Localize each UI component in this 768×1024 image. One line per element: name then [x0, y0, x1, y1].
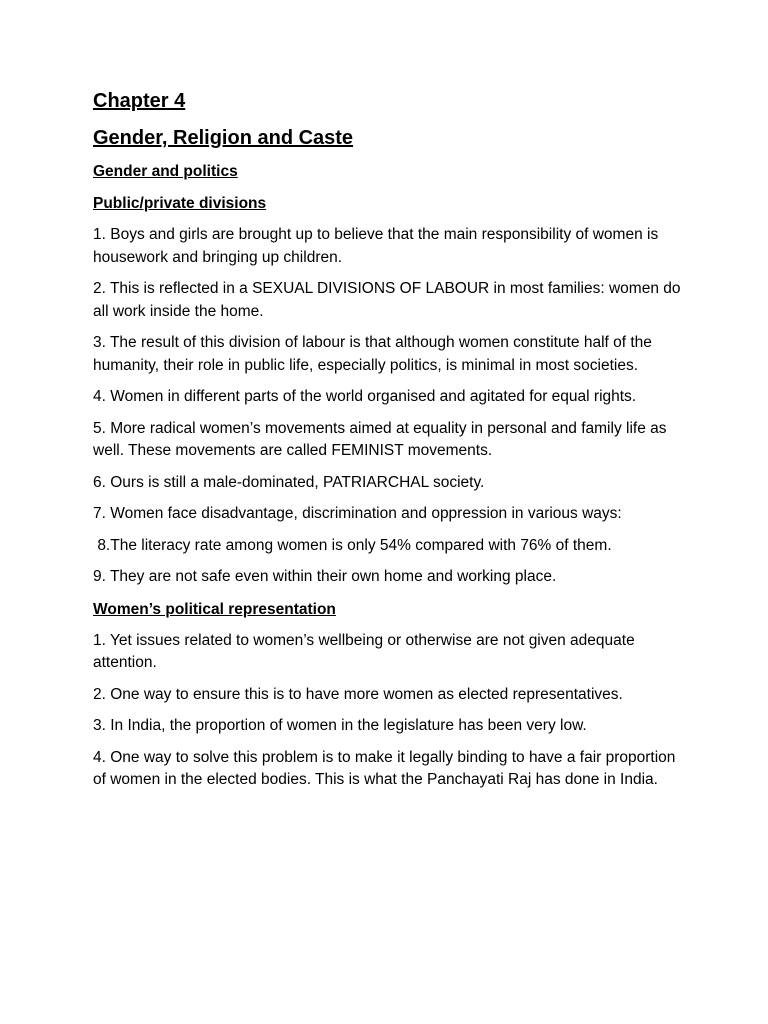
section-heading-gender-politics: Gender and politics	[93, 163, 238, 180]
subsection-heading-public-private: Public/private divisions	[93, 195, 267, 212]
list-item: 8.The literacy rate among women is only 54% compared with 76% of them.	[93, 536, 612, 554]
list-item: 9. They are not safe even within their own home and working place.	[93, 568, 557, 585]
list-item: 7. Women face disadvantage, discrimination and oppression in various ways:	[93, 505, 622, 522]
list-item: 3. The result of this division of labour is that although women constitute half of the humanity, their role in public life, especially politics, is minimal in most societies.	[93, 334, 652, 374]
document-page	[93, 88, 683, 801]
list-item: 5. More radical women’s movements aimed at equality in personal and family life as well. These movements are called FEMINIST movements.	[93, 419, 667, 459]
list-item: 1. Boys and girls are brought up to believe that the main responsibility of women is housework and bringing up children.	[93, 226, 659, 266]
list-item: 3. In India, the proportion of women in the legislature has been very low.	[93, 717, 587, 734]
page-title: Gender, Religion and Caste	[93, 127, 354, 149]
list-item: 2. One way to ensure this is to have more women as elected representatives.	[93, 685, 623, 703]
list-item: 6. Ours is still a male-dominated, PATRIARCHAL society.	[93, 473, 485, 491]
list-item: 4. Women in different parts of the world organised and agitated for equal rights.	[93, 388, 637, 405]
section-heading-political-representation: Women’s political representation	[93, 600, 336, 618]
list-item: 1. Yet issues related to women’s wellbeing or otherwise are not given adequate attention.	[93, 631, 635, 671]
list-item: 4. One way to solve this problem is to make it legally binding to have a fair proportion of women in the elected bodies. This is what the Panchayati Raj has done in India.	[93, 748, 676, 788]
list-item: 2. This is reflected in a SEXUAL DIVISIONS OF LABOUR in most families: women do all work inside the home.	[93, 280, 681, 320]
chapter-heading: Chapter 4	[93, 90, 186, 112]
